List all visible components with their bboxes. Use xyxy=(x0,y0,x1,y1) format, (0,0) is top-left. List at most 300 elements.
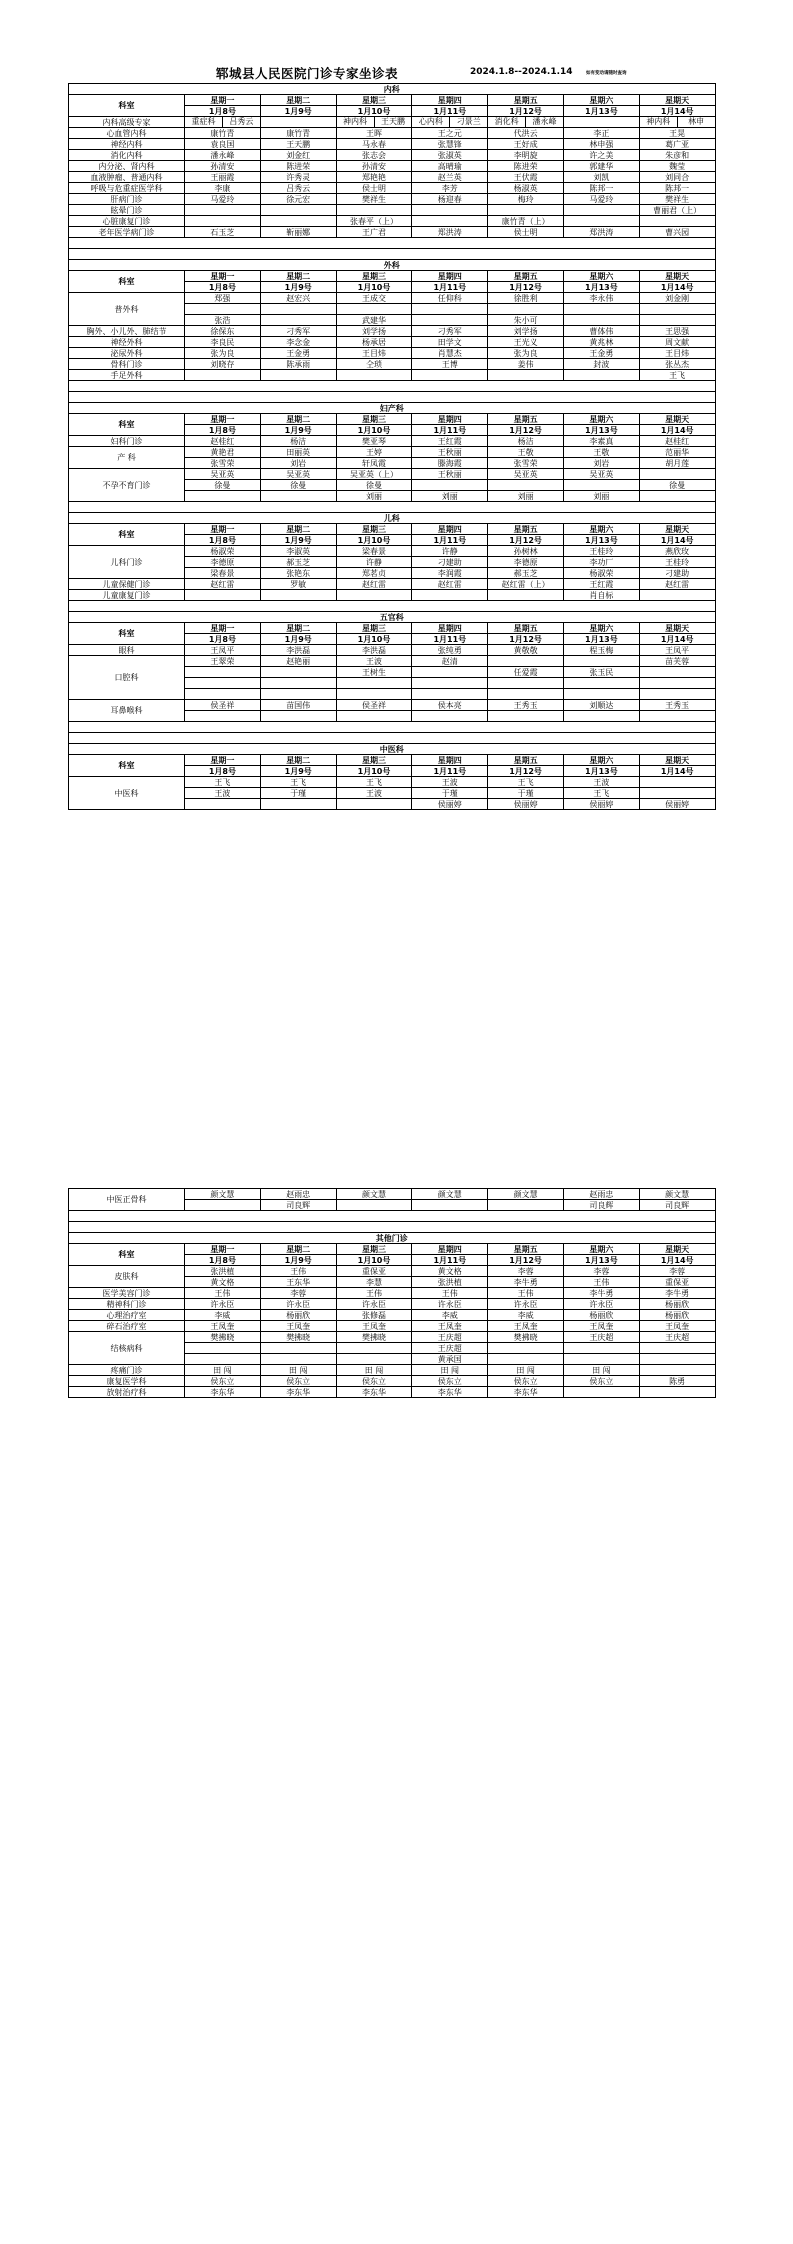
date-header: 1月11号 xyxy=(412,425,488,436)
table-row xyxy=(69,777,716,788)
date-header: 1月14号 xyxy=(639,634,715,645)
doctor-cell xyxy=(563,205,639,216)
doctor-cell xyxy=(336,1343,412,1354)
spacer-cell xyxy=(69,238,716,249)
doctor-cell xyxy=(563,711,639,722)
doctor-cell: 李德原 xyxy=(488,557,564,568)
weekday-header: 星期四 xyxy=(412,524,488,535)
doctor-cell: 吴亚英 xyxy=(563,469,639,480)
page-header xyxy=(66,62,716,84)
doctor-cell xyxy=(185,1200,261,1211)
doctor-cell xyxy=(336,590,412,601)
department-name: 疼痛门诊 xyxy=(69,1365,185,1376)
date-header: 1月12号 xyxy=(488,282,564,293)
spacer-cell xyxy=(69,1211,716,1222)
doctor-cell xyxy=(639,216,715,227)
department-name: 康复医学科 xyxy=(69,1376,185,1387)
table-row xyxy=(69,1189,716,1200)
date-header: 1月11号 xyxy=(412,106,488,117)
department-name: 神经外科 xyxy=(69,337,185,348)
doctor-cell: 孙清安 xyxy=(336,161,412,172)
doctor-cell: 王凤奎 xyxy=(260,1321,336,1332)
table-row xyxy=(69,645,716,656)
spacer-row xyxy=(69,733,716,744)
doctor-cell: 王之元 xyxy=(412,128,488,139)
table-row xyxy=(69,326,716,337)
doctor-cell: 徐曼 xyxy=(185,480,261,491)
date-header: 1月13号 xyxy=(563,766,639,777)
doctor-cell: 张志会 xyxy=(336,150,412,161)
doctor-cell xyxy=(488,480,564,491)
doctor-cell: 陈进荣 xyxy=(488,161,564,172)
doctor-cell: 王凤平 xyxy=(185,645,261,656)
doctor-cell: 王晃 xyxy=(639,128,715,139)
doctor-cell: 李淑英 xyxy=(260,546,336,557)
doctor-cell: 李蓉 xyxy=(488,1266,564,1277)
doctor-cell xyxy=(336,711,412,722)
doctor-cell: 曹体伟 xyxy=(563,326,639,337)
doctor-cell: 徐胜利 xyxy=(488,293,564,304)
section-title: 其他门诊 xyxy=(69,1233,716,1244)
doctor-cell: 陈进荣 xyxy=(260,161,336,172)
doctor-cell: 李蓉 xyxy=(260,1288,336,1299)
doctor-cell: 许静 xyxy=(412,546,488,557)
weekday-row xyxy=(69,623,716,634)
doctor-cell xyxy=(639,1343,715,1354)
table-row xyxy=(69,1387,716,1398)
department-name: 泌尿外科 xyxy=(69,348,185,359)
doctor-cell xyxy=(260,205,336,216)
doctor-cell: 轩凤霞 xyxy=(336,458,412,469)
weekday-header: 星期六 xyxy=(563,414,639,425)
doctor-cell xyxy=(185,678,261,689)
doctor-cell: 李威 xyxy=(185,1310,261,1321)
section-title: 五官科 xyxy=(69,612,716,623)
weekday-header: 星期三 xyxy=(336,271,412,282)
doctor-name: 王天鹏 xyxy=(380,117,405,126)
doctor-cell xyxy=(488,678,564,689)
doctor-cell: 徐曼 xyxy=(260,480,336,491)
doctor-cell: 杨迎春 xyxy=(412,194,488,205)
doctor-cell xyxy=(185,117,261,128)
doctor-cell: 苗国伟 xyxy=(260,700,336,711)
doctor-cell: 侯圣祥 xyxy=(185,700,261,711)
doctor-cell: 石玉芝 xyxy=(185,227,261,238)
doctor-cell xyxy=(185,1343,261,1354)
weekday-header: 星期一 xyxy=(185,271,261,282)
doctor-cell: 葛广亚 xyxy=(639,139,715,150)
doctor-cell: 曹丽君（上） xyxy=(639,205,715,216)
date-header: 1月8号 xyxy=(185,766,261,777)
doctor-cell: 王凤平 xyxy=(639,645,715,656)
doctor-cell: 王红霞 xyxy=(563,579,639,590)
section-title-row xyxy=(69,403,716,414)
doctor-cell: 樊亚琴 xyxy=(336,436,412,447)
table-row xyxy=(69,1299,716,1310)
doctor-cell: 许永臣 xyxy=(336,1299,412,1310)
doctor-cell xyxy=(488,689,564,700)
specialty-label: 心内科 xyxy=(412,117,450,127)
doctor-cell: 许永臣 xyxy=(412,1299,488,1310)
doctor-cell: 颜文慧 xyxy=(336,1189,412,1200)
doctor-cell: 王伟 xyxy=(412,1288,488,1299)
weekday-header: 星期五 xyxy=(488,755,564,766)
spacer-cell xyxy=(69,601,716,612)
doctor-cell: 司良辉 xyxy=(260,1200,336,1211)
doctor-cell: 潘永峰 xyxy=(185,150,261,161)
doctor-cell: 杨丽欣 xyxy=(639,1310,715,1321)
weekday-header: 星期六 xyxy=(563,755,639,766)
doctor-cell xyxy=(185,370,261,381)
doctor-cell: 李正 xyxy=(563,128,639,139)
doctor-cell: 范丽华 xyxy=(639,447,715,458)
doctor-cell: 李功厂 xyxy=(563,557,639,568)
date-header: 1月9号 xyxy=(260,1255,336,1266)
table-row xyxy=(69,205,716,216)
department-name: 儿科门诊 xyxy=(69,546,185,579)
doctor-cell: 陈邦一 xyxy=(639,183,715,194)
doctor-cell: 刘岩 xyxy=(260,458,336,469)
doctor-cell: 李洪磊 xyxy=(336,645,412,656)
doctor-cell xyxy=(563,1387,639,1398)
doctor-cell: 吴亚英 xyxy=(260,469,336,480)
weekday-header: 星期二 xyxy=(260,271,336,282)
table-row xyxy=(69,436,716,447)
doctor-cell xyxy=(639,678,715,689)
doctor-cell xyxy=(260,590,336,601)
date-header: 1月11号 xyxy=(412,535,488,546)
doctor-cell: 仝琐 xyxy=(336,359,412,370)
doctor-cell: 袁良国 xyxy=(185,139,261,150)
doctor-cell: 王凤奎 xyxy=(488,1321,564,1332)
specialty-label: 重症科 xyxy=(185,117,223,127)
section-title: 内科 xyxy=(69,84,716,95)
doctor-cell: 田丽英 xyxy=(260,447,336,458)
doctor-cell: 王敬 xyxy=(563,447,639,458)
doctor-cell: 刁秀军 xyxy=(412,326,488,337)
spacer-cell xyxy=(69,249,716,260)
doctor-cell: 李东华 xyxy=(336,1387,412,1398)
doctor-cell: 于瑾 xyxy=(412,788,488,799)
doctor-cell xyxy=(412,1200,488,1211)
doctor-cell: 王飞 xyxy=(336,777,412,788)
weekday-header: 星期三 xyxy=(336,524,412,535)
doctor-cell xyxy=(412,689,488,700)
doctor-cell xyxy=(185,205,261,216)
doctor-cell: 王天鹏 xyxy=(260,139,336,150)
doctor-cell xyxy=(639,315,715,326)
doctor-cell xyxy=(639,304,715,315)
doctor-cell: 梁春景 xyxy=(185,568,261,579)
table-row xyxy=(69,447,716,458)
date-header: 1月8号 xyxy=(185,1255,261,1266)
doctor-cell: 王飞 xyxy=(488,777,564,788)
doctor-cell: 李威 xyxy=(488,1310,564,1321)
doctor-cell: 张艳东 xyxy=(260,568,336,579)
doctor-cell: 王树生 xyxy=(336,667,412,678)
doctor-cell: 樊拂晓 xyxy=(488,1332,564,1343)
doctor-cell: 王波 xyxy=(336,788,412,799)
table-row xyxy=(69,1288,716,1299)
section-title: 中医科 xyxy=(69,744,716,755)
doctor-cell: 王丽霞 xyxy=(185,172,261,183)
room-label: 科室 xyxy=(69,755,185,777)
weekday-header: 星期六 xyxy=(563,95,639,106)
department-name: 心理治疗室 xyxy=(69,1310,185,1321)
date-header: 1月13号 xyxy=(563,1255,639,1266)
weekday-row xyxy=(69,95,716,106)
doctor-name: 潘永峰 xyxy=(532,117,557,126)
weekday-header: 星期三 xyxy=(336,414,412,425)
doctor-cell: 程玉梅 xyxy=(563,645,639,656)
doctor-cell: 樊祥生 xyxy=(336,194,412,205)
date-header: 1月14号 xyxy=(639,106,715,117)
doctor-cell xyxy=(412,667,488,678)
doctor-cell: 李念金 xyxy=(260,337,336,348)
doctor-cell: 王光义 xyxy=(488,337,564,348)
spacer-cell xyxy=(69,722,716,733)
doctor-cell xyxy=(639,777,715,788)
section-title: 外科 xyxy=(69,260,716,271)
doctor-cell xyxy=(336,689,412,700)
department-name: 精神科门诊 xyxy=(69,1299,185,1310)
doctor-cell: 吴亚英 xyxy=(488,469,564,480)
doctor-cell: 徐保东 xyxy=(185,326,261,337)
doctor-cell: 王秀玉 xyxy=(639,700,715,711)
doctor-cell: 李明旋 xyxy=(488,150,564,161)
department-name: 产 科 xyxy=(69,447,185,469)
department-name: 妇科门诊 xyxy=(69,436,185,447)
doctor-cell: 王伟 xyxy=(260,1266,336,1277)
weekday-header: 星期二 xyxy=(260,755,336,766)
doctor-cell xyxy=(260,216,336,227)
date-header: 1月11号 xyxy=(412,282,488,293)
doctor-cell: 黄承国 xyxy=(412,1354,488,1365)
doctor-cell xyxy=(412,480,488,491)
doctor-cell xyxy=(185,491,261,502)
doctor-cell: 郑艳艳 xyxy=(336,172,412,183)
doctor-cell: 李东华 xyxy=(488,1387,564,1398)
doctor-cell: 郝玉芝 xyxy=(260,557,336,568)
doctor-cell: 许永臣 xyxy=(488,1299,564,1310)
doctor-cell xyxy=(488,656,564,667)
doctor-cell: 徐曼 xyxy=(336,480,412,491)
doctor-cell: 王桂玲 xyxy=(639,557,715,568)
doctor-cell: 王金勇 xyxy=(563,348,639,359)
doctor-cell: 郑洪涛 xyxy=(412,227,488,238)
doctor-cell: 孙树林 xyxy=(488,546,564,557)
table-row xyxy=(69,469,716,480)
doctor-cell: 刘学扬 xyxy=(336,326,412,337)
table-row xyxy=(69,117,716,128)
doctor-name: 吕秀云 xyxy=(229,117,254,126)
doctor-cell: 李润霞 xyxy=(412,568,488,579)
doctor-cell xyxy=(260,117,336,128)
department-name: 碎石治疗室 xyxy=(69,1321,185,1332)
doctor-cell: 刘丽 xyxy=(488,491,564,502)
doctor-cell xyxy=(185,711,261,722)
weekday-header: 星期天 xyxy=(639,95,715,106)
doctor-cell: 王庆超 xyxy=(639,1332,715,1343)
weekday-header: 星期六 xyxy=(563,1244,639,1255)
weekday-row xyxy=(69,271,716,282)
doctor-cell xyxy=(639,590,715,601)
doctor-cell: 胡月莲 xyxy=(639,458,715,469)
department-name: 肝病门诊 xyxy=(69,194,185,205)
date-header: 1月13号 xyxy=(563,282,639,293)
spacer-cell xyxy=(69,1222,716,1233)
department-name: 内科高级专家 xyxy=(69,117,185,128)
doctor-cell: 王庆超 xyxy=(412,1332,488,1343)
doctor-cell xyxy=(260,1354,336,1365)
doctor-cell: 李慧 xyxy=(336,1277,412,1288)
doctor-cell xyxy=(639,1354,715,1365)
doctor-cell: 刁建助 xyxy=(639,568,715,579)
doctor-cell: 赵艳丽 xyxy=(260,656,336,667)
doctor-cell: 李蓉 xyxy=(639,1266,715,1277)
weekday-header: 星期二 xyxy=(260,414,336,425)
doctor-cell xyxy=(488,1343,564,1354)
doctor-cell: 颜文慧 xyxy=(639,1189,715,1200)
doctor-cell: 赵雨忠 xyxy=(563,1189,639,1200)
doctor-cell: 郭建华 xyxy=(563,161,639,172)
doctor-cell: 任仰科 xyxy=(412,293,488,304)
doctor-cell: 张为良 xyxy=(185,348,261,359)
date-header: 1月12号 xyxy=(488,425,564,436)
table-row xyxy=(69,227,716,238)
table-row xyxy=(69,1321,716,1332)
date-header: 1月8号 xyxy=(185,634,261,645)
doctor-cell: 王博 xyxy=(412,359,488,370)
weekday-header: 星期一 xyxy=(185,95,261,106)
doctor-cell xyxy=(185,590,261,601)
doctor-cell xyxy=(336,205,412,216)
spacer-row xyxy=(69,392,716,403)
doctor-cell: 苗芙蓉 xyxy=(639,656,715,667)
department-name: 中医科 xyxy=(69,777,185,810)
doctor-cell: 侯圣祥 xyxy=(336,700,412,711)
doctor-cell xyxy=(336,1354,412,1365)
doctor-cell: 王秋丽 xyxy=(412,447,488,458)
doctor-cell: 黄兆林 xyxy=(563,337,639,348)
specialty-label: 消化科 xyxy=(488,117,526,127)
doctor-cell: 王思强 xyxy=(639,326,715,337)
doctor-cell xyxy=(260,1343,336,1354)
doctor-cell: 侯东立 xyxy=(260,1376,336,1387)
doctor-cell xyxy=(639,117,715,128)
doctor-cell: 侯东立 xyxy=(563,1376,639,1387)
date-header: 1月14号 xyxy=(639,535,715,546)
doctor-cell xyxy=(185,689,261,700)
doctor-cell: 刘丽 xyxy=(412,491,488,502)
doctor-cell xyxy=(563,315,639,326)
date-header: 1月10号 xyxy=(336,1255,412,1266)
weekday-header: 星期五 xyxy=(488,623,564,634)
date-header: 1月10号 xyxy=(336,535,412,546)
schedule-table-page1 xyxy=(68,83,716,810)
doctor-cell: 姜伟 xyxy=(488,359,564,370)
table-row xyxy=(69,546,716,557)
doctor-cell: 李永伟 xyxy=(563,293,639,304)
table-row xyxy=(69,139,716,150)
doctor-cell xyxy=(488,205,564,216)
doctor-cell: 罗敏 xyxy=(260,579,336,590)
doctor-cell: 魏莹 xyxy=(639,161,715,172)
doctor-cell: 侯东立 xyxy=(336,1376,412,1387)
doctor-cell: 于瑾 xyxy=(488,788,564,799)
section-title-row xyxy=(69,260,716,271)
weekday-header: 星期五 xyxy=(488,414,564,425)
doctor-cell: 周文献 xyxy=(639,337,715,348)
date-header: 1月14号 xyxy=(639,425,715,436)
doctor-cell: 王东华 xyxy=(260,1277,336,1288)
doctor-cell: 张丛杰 xyxy=(639,359,715,370)
weekday-header: 星期一 xyxy=(185,623,261,634)
doctor-cell: 杨淑英 xyxy=(488,183,564,194)
doctor-cell xyxy=(563,304,639,315)
doctor-cell: 李德原 xyxy=(185,557,261,568)
doctor-cell: 许永臣 xyxy=(563,1299,639,1310)
doctor-cell xyxy=(260,689,336,700)
weekday-header: 星期二 xyxy=(260,524,336,535)
table-row xyxy=(69,150,716,161)
section-title-row xyxy=(69,84,716,95)
doctor-cell: 田学文 xyxy=(412,337,488,348)
doctor-cell xyxy=(412,678,488,689)
doctor-cell xyxy=(639,788,715,799)
doctor-cell xyxy=(260,711,336,722)
doctor-cell: 田 闯 xyxy=(260,1365,336,1376)
doctor-cell: 郑强 xyxy=(185,293,261,304)
doctor-cell: 张修磊 xyxy=(336,1310,412,1321)
doctor-cell: 王飞 xyxy=(639,370,715,381)
page-title: 郓城县人民医院门诊专家坐诊表 xyxy=(216,66,399,81)
table-row xyxy=(69,1365,716,1376)
doctor-cell xyxy=(260,491,336,502)
department-name: 普外科 xyxy=(69,293,185,326)
doctor-cell: 杨淑荣 xyxy=(563,568,639,579)
doctor-cell: 李素真 xyxy=(563,436,639,447)
weekday-header: 星期五 xyxy=(488,1244,564,1255)
doctor-cell xyxy=(639,1365,715,1376)
section-title: 儿科 xyxy=(69,513,716,524)
doctor-cell: 王伟 xyxy=(185,1288,261,1299)
doctor-cell: 张雪荣 xyxy=(185,458,261,469)
doctor-cell: 司良辉 xyxy=(639,1200,715,1211)
spacer-row xyxy=(69,502,716,513)
department-name: 血液肿瘤、普通内科 xyxy=(69,172,185,183)
doctor-cell xyxy=(563,656,639,667)
weekday-header: 星期三 xyxy=(336,623,412,634)
department-name: 眩晕门诊 xyxy=(69,205,185,216)
department-name: 心脏康复门诊 xyxy=(69,216,185,227)
section-title-row xyxy=(69,513,716,524)
doctor-cell: 王凤奎 xyxy=(412,1321,488,1332)
weekday-header: 星期四 xyxy=(412,1244,488,1255)
spacer-cell xyxy=(69,502,716,513)
doctor-cell: 于瑾 xyxy=(260,788,336,799)
doctor-cell: 侯丽婷 xyxy=(639,799,715,810)
doctor-cell: 侯东立 xyxy=(412,1376,488,1387)
date-header: 1月9号 xyxy=(260,535,336,546)
weekday-header: 星期天 xyxy=(639,414,715,425)
table-row xyxy=(69,194,716,205)
doctor-cell: 重保亚 xyxy=(639,1277,715,1288)
doctor-cell: 刘同合 xyxy=(639,172,715,183)
weekday-header: 星期四 xyxy=(412,95,488,106)
date-header: 1月10号 xyxy=(336,282,412,293)
doctor-cell: 郑茗贞 xyxy=(336,568,412,579)
